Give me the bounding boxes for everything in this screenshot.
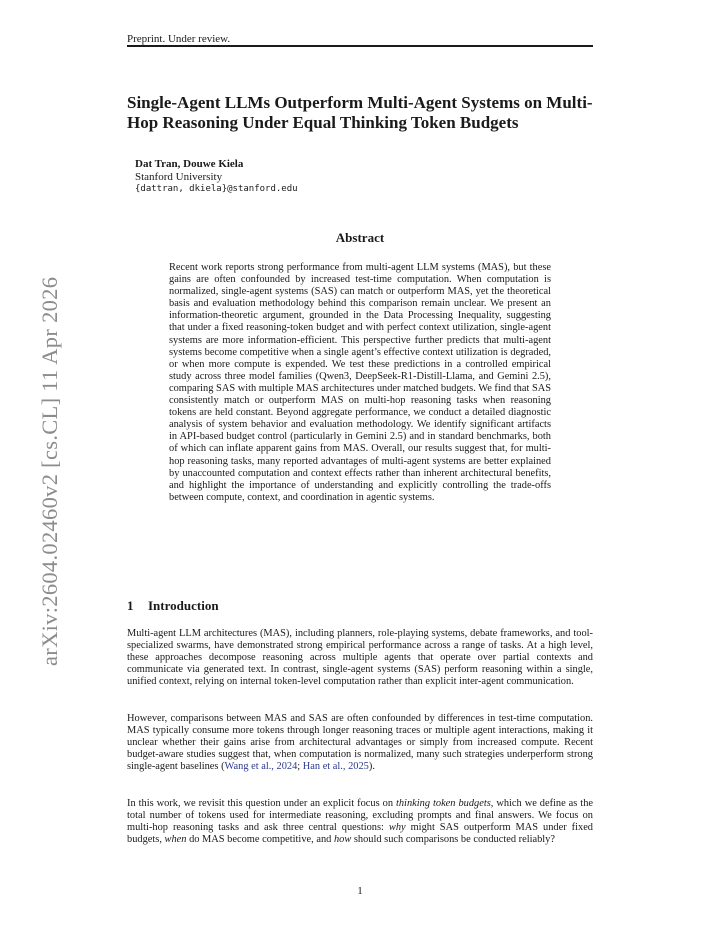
paragraph-text: should such comparisons be conducted reliably? [351,834,555,845]
intro-paragraph-3 [127,798,593,846]
page-number: 1 [357,885,363,897]
paragraph-text: , which we define as the total number of tokens used for intermediate reasoning, excluding prompts and final answers. We focus on multi-hop reasoning tasks and ask three central questions: [127,798,593,833]
abstract-heading: Abstract [335,230,385,245]
emphasis-when: when [164,834,187,845]
paragraph-text: In this work, we revisit this question under an explicit focus on [127,798,396,809]
paragraph-text: do MAS become competitive, and [186,834,334,845]
abstract-text: Recent work reports strong performance from multi-agent LLM systems (MAS), but these gains are often confounded by increased test-time computation. When computation is normalized, single-agent systems (SAS) can match or outperform MAS, yet the theoretical basis and evaluation methodology behind this comparison remain unclear. We present an information-theoretic argument, grounded in the Data Processing Inequality, suggesting that under a fixed reasoning-token budget and with perfect context utilization, single-agent systems are more information-efficient. This perspective further predicts that multi-agent systems become competitive when a single agent’s effective context utilization is degraded, or when more compute is expended. We test these predictions in a controlled empirical study across three model families (Qwen3, DeepSeek-R1-Distill-Llama, and Gemini 2.5), comparing SAS with multiple MAS architectures under matched budgets. We find that SAS consistently match or outperform MAS on multi-hop reasoning tasks when reasoning tokens are held constant. Beyond aggregate performance, we conduct a detailed diagnostic analysis of system behavior and evaluation methodology. We identify significant artifacts in API-based budget control (particularly in Gemini 2.5) and in standard benchmarks, both of which can inflate apparent gains from MAS. Overall, our results suggest that, for multi-hop reasoning tasks, many reported advantages of multi-agent systems are better explained by unaccounted computation and context effects rather than inherent architectural benefits, and highlight the importance of understanding and explicitly controlling the trade-offs between compute, context, and coordination in agentic systems. [169,262,551,503]
affiliation: Stanford University [135,171,223,183]
citation-separator: ; [297,761,303,772]
arxiv-identifier: arXiv:2604.02460v2 [cs.CL] 11 Apr 2026 [37,276,62,666]
paragraph-text-end: ). [368,761,375,772]
section-number: 1 [127,598,134,613]
emphasis-thinking-token-budgets: thinking token budgets [395,798,491,809]
intro-paragraph-1: Multi-agent LLM architectures (MAS), including planners, role-playing systems, debate frameworks, and tool-specialized swarms, have demonstrated strong empirical performance across a range of tasks. At a high level, these approaches decompose reasoning across multiple agents that operate over partial contexts and communicate via generated text. In contrast, single-agent systems (SAS) perform reasoning within a single, unified context, relying on internal token-level computation rather than explicit inter-agent communication. [127,628,593,687]
running-head: Preprint. Under review. [127,33,231,45]
paragraph-text: might SAS outperform MAS under fixed budgets, [127,822,593,845]
paper-title: Single-Agent LLMs Outperform Multi-Agent Systems on Multi-Hop Reasoning Under Equal Thinking Token Budgets [127,93,593,132]
author-names: Dat Tran, Douwe Kiela [135,158,244,170]
emphasis-why: why [388,822,406,833]
emphasis-how: how [333,834,352,845]
section-title: Introduction [148,598,219,613]
author-email: {dattran, dkiela}@stanford.edu [135,184,298,194]
section-heading-introduction [127,598,219,614]
paragraph-text: However, comparisons between MAS and SAS are often confounded by differences in test-time computation. MAS typically consume more tokens through longer reasoning traces or multiple agent interactions, making it unclear whether their gains arise from architectural advantages or simply from increased compute. Recent budget-aware studies suggest that, when computation is normalized, many such strategies underperform strong single-agent baselines ( [127,713,593,772]
citation-link-wang-2024[interactable]: Wang et al., 2024 [224,761,298,772]
citation-link-han-2025[interactable]: Han et al., 2025 [302,761,369,772]
intro-paragraph-2 [127,713,593,773]
header-rule [127,45,593,47]
